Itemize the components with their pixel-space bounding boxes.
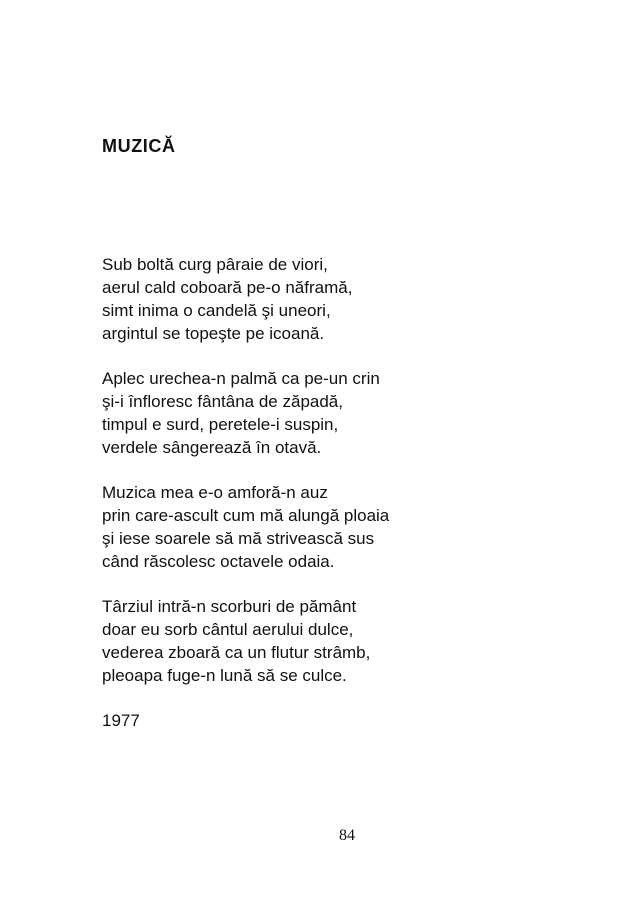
poem-line: şi iese soarele să mă strivească sus: [102, 529, 375, 548]
page-number: 84: [339, 827, 355, 844]
poem-line: timpul e surd, peretele-i suspin,: [102, 415, 339, 434]
poem-line: Sub boltă curg pâraie de viori,: [102, 255, 328, 274]
poem-line: simt inima o candelă şi uneori,: [102, 301, 331, 320]
stanza-3: [102, 481, 389, 573]
stanza-2: [102, 367, 389, 459]
poem-line: Muzica mea e-o amforă-n auz: [102, 483, 328, 502]
poem-line: verdele sângerează în otavă.: [102, 438, 322, 457]
poem-line: argintul se topeşte pe icoană.: [102, 324, 325, 343]
poem-year: 1977: [102, 711, 140, 730]
poem-line: vederea zboară ca un flutur strâmb,: [102, 643, 371, 662]
stanza-1: [102, 253, 389, 345]
poem-line: când răscolesc octavele odaia.: [102, 552, 335, 571]
poem-title: MUZICĂ: [102, 136, 176, 156]
poem-line: pleoapa fuge-n lună să se culce.: [102, 666, 347, 685]
poem-line: aerul cald coboară pe-o năframă,: [102, 278, 353, 297]
poem-line: Târziul intră-n scorburi de pământ: [102, 597, 357, 616]
poem-line: Aplec urechea-n palmă ca pe-un crin: [102, 369, 380, 388]
stanza-4: [102, 595, 389, 687]
poem-body: [102, 253, 389, 732]
poem-line: prin care-ascult cum mă alungă ploaia: [102, 506, 390, 525]
poem-line: şi-i înfloresc fântâna de zăpadă,: [102, 392, 343, 411]
poem-line: doar eu sorb cântul aerului dulce,: [102, 620, 354, 639]
